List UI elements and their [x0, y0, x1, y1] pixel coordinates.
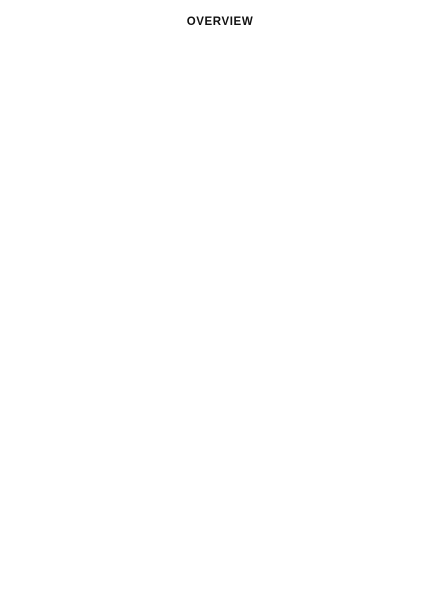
page-title: OVERVIEW	[186, 16, 254, 28]
